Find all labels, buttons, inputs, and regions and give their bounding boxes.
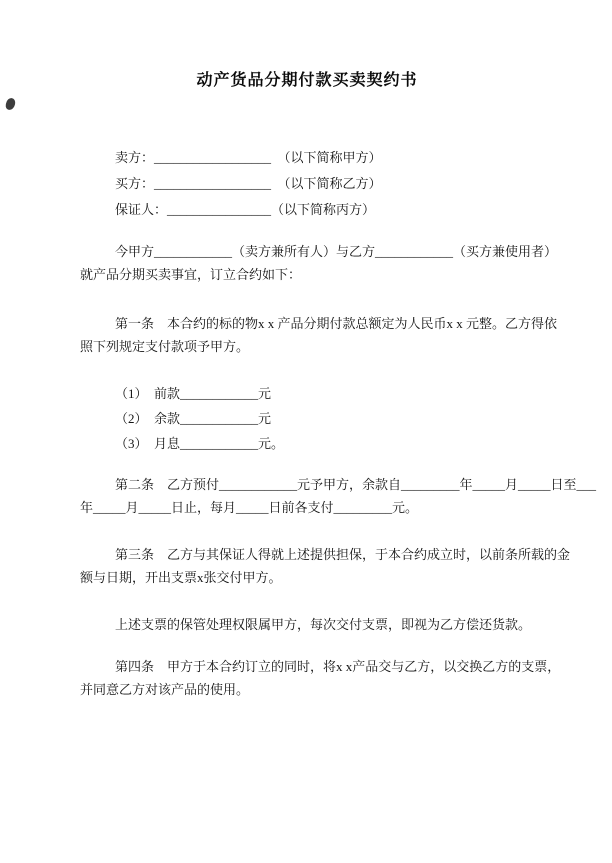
article-2-line-2: 年_____月_____日止，每月_____日前各支付_________元。 <box>80 500 419 515</box>
page-content <box>0 71 612 701</box>
article-3-line-1: 第三条 乙方与其保证人得就上述提供担保，于本合约成立时，以前条所载的金 <box>115 547 571 562</box>
intro-line-2: 就产品分期买卖事宜，订立合约如下： <box>80 267 302 282</box>
parties-block <box>115 145 534 223</box>
document-title: 动产货品分期付款买卖契约书 <box>196 72 418 89</box>
article-1-line-1: 第一条 本合约的标的物x x 产品分期付款总额定为人民币x x 元整。乙方得依 <box>115 316 558 331</box>
article-4-line-1: 第四条 甲方于本合约订立的同时，将x x产品交与乙方，以交换乙方的支票， <box>115 659 561 674</box>
contract-document-page <box>0 71 612 863</box>
article-1-paragraph <box>80 312 558 358</box>
party-line-seller: 卖方：__________________ （以下简称甲方） <box>115 150 382 165</box>
article-4-line-2: 并同意乙方对该产品的使用。 <box>80 682 250 697</box>
party-line-buyer: 买方：__________________ （以下简称乙方） <box>115 176 382 191</box>
party-line-guarantor: 保证人：________________（以下简称丙方） <box>115 202 376 217</box>
payment-item-downpayment: （1） 前款____________元 <box>115 386 272 401</box>
cheque-custody-note <box>80 613 534 636</box>
cheque-custody-note-line: 上述支票的保管处理权限属甲方，每次交付支票，即视为乙方偿还货款。 <box>115 617 532 632</box>
article-2-paragraph <box>80 473 597 519</box>
article-3-line-2: 额与日期，开出支票x张交付甲方。 <box>80 570 282 585</box>
article-3-paragraph <box>80 543 571 589</box>
article-4-paragraph <box>80 655 561 701</box>
article-2-line-1: 第二条 乙方预付____________元予甲方，余款自_________年_____月_____日至___ <box>115 477 597 492</box>
intro-paragraph <box>80 240 558 286</box>
intro-line-1: 今甲方____________（卖方兼所有人）与乙方____________（买方兼使用者） <box>115 244 558 259</box>
payment-item-balance: （2） 余款____________元 <box>115 411 272 426</box>
payment-item-interest: （3） 月息____________元。 <box>115 436 285 451</box>
payment-items-list <box>115 381 534 456</box>
article-1-line-2: 照下列规定支付款项予甲方。 <box>80 339 250 354</box>
